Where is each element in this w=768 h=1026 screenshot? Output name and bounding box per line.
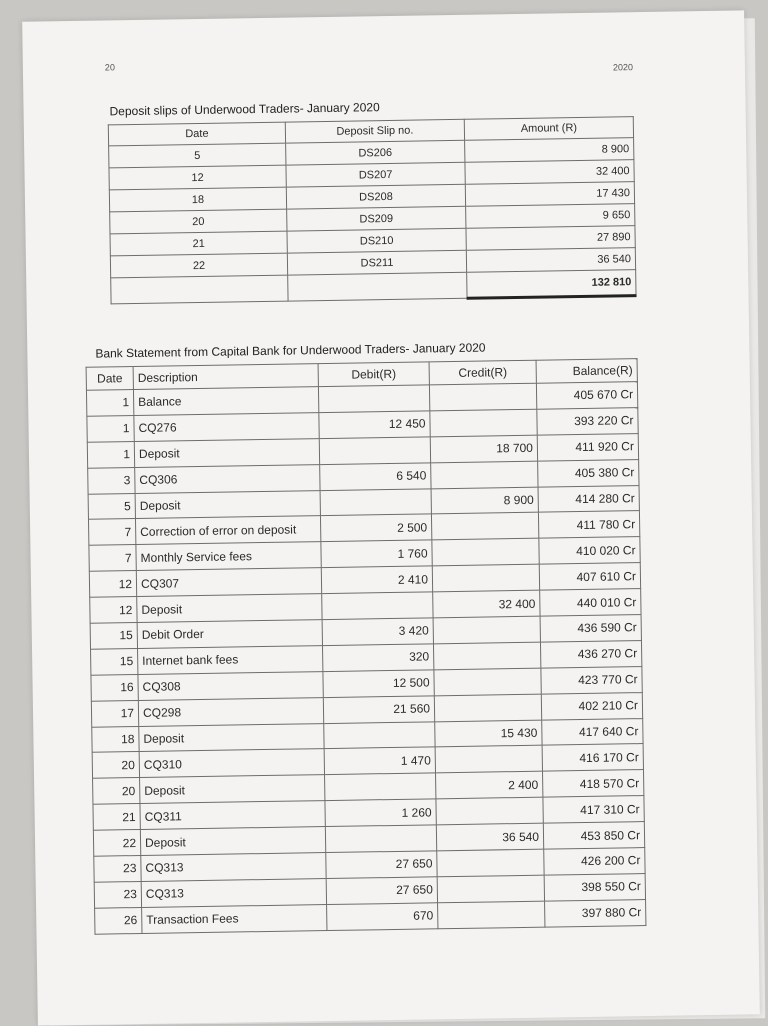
- table-cell: 8 900: [431, 487, 538, 515]
- table-cell: 2 500: [320, 514, 431, 542]
- table-cell: CQ313: [141, 878, 326, 907]
- table-cell: 417 310 Cr: [543, 796, 644, 823]
- table-cell: [433, 642, 540, 670]
- table-cell: Internet bank fees: [138, 645, 323, 674]
- table-cell: 398 550 Cr: [544, 873, 645, 900]
- table-cell: 7: [88, 519, 135, 546]
- table-cell: 411 780 Cr: [538, 511, 639, 538]
- table-cell: DS211: [287, 250, 466, 275]
- table-cell: 3: [88, 467, 135, 494]
- table-cell: CQ310: [139, 749, 324, 778]
- document-page: [22, 10, 760, 1025]
- table-cell: 18: [92, 726, 139, 753]
- table-cell: 423 770 Cr: [541, 666, 642, 693]
- table-cell: 32 400: [465, 160, 634, 185]
- table-cell: 5: [109, 143, 286, 168]
- table-cell: 27 650: [326, 851, 437, 879]
- table-cell: 3 420: [322, 618, 433, 646]
- table-cell: 17 430: [465, 182, 634, 207]
- table-cell: 405 670 Cr: [536, 382, 637, 409]
- bank-statement-title: Bank Statement from Capital Bank for Underwood Traders- January 2020: [95, 340, 486, 361]
- table-cell: CQ313: [141, 853, 326, 882]
- table-cell: 418 570 Cr: [543, 770, 644, 797]
- table-cell: Deposit: [135, 490, 320, 519]
- deposit-slips-body: [109, 138, 636, 304]
- table-cell: 1 260: [325, 799, 436, 827]
- table-cell: [432, 539, 539, 567]
- table-cell: [322, 592, 433, 620]
- table-cell: CQ307: [136, 568, 321, 597]
- table-cell: Debit Order: [137, 620, 322, 649]
- table-cell: CQ298: [138, 697, 323, 726]
- table-cell: 23: [94, 881, 141, 908]
- table-cell: CQ308: [138, 671, 323, 700]
- table-cell: Deposit: [134, 438, 319, 467]
- table-cell: 397 880 Cr: [545, 899, 646, 926]
- table-cell: 18: [109, 187, 286, 212]
- column-header: Credit(R): [429, 360, 536, 385]
- table-cell: 20: [110, 209, 287, 234]
- table-cell: DS210: [287, 228, 466, 253]
- table-cell: 16: [91, 674, 138, 701]
- table-cell: 12 500: [323, 670, 434, 698]
- table-cell: 402 210 Cr: [541, 692, 642, 719]
- table-cell: 426 200 Cr: [544, 848, 645, 875]
- table-cell: 17: [91, 700, 138, 727]
- table-cell: Deposit: [137, 594, 322, 623]
- table-cell: 6 540: [320, 463, 431, 491]
- table-cell: 12: [109, 165, 286, 190]
- table-cell: 9 650: [466, 204, 635, 229]
- table-cell: 27 890: [466, 226, 635, 251]
- table-cell: [438, 901, 545, 929]
- table-cell: [288, 272, 467, 301]
- table-cell: [434, 694, 541, 722]
- table-cell: 436 590 Cr: [540, 615, 641, 642]
- table-cell: 12: [89, 571, 136, 598]
- table-cell: Deposit: [140, 827, 325, 856]
- table-cell: [434, 668, 541, 696]
- page-year: 2020: [612, 62, 634, 73]
- table-cell: 417 640 Cr: [542, 718, 643, 745]
- table-cell: [437, 875, 544, 903]
- table-cell: 453 850 Cr: [543, 822, 644, 849]
- table-cell: 18 700: [430, 435, 537, 463]
- table-cell: [437, 849, 544, 877]
- table-cell: 12 450: [319, 411, 430, 439]
- table-cell: Deposit: [140, 775, 325, 804]
- table-cell: 1: [87, 441, 134, 468]
- page-number: 20: [104, 62, 115, 73]
- table-cell: CQ311: [140, 801, 325, 830]
- column-header: Description: [133, 364, 318, 390]
- table-cell: 21: [93, 804, 140, 831]
- table-cell: 15: [90, 623, 137, 650]
- table-cell: DS208: [286, 184, 465, 209]
- table-cell: 670: [327, 903, 438, 931]
- table-cell: 410 020 Cr: [539, 537, 640, 564]
- table-cell: 20: [92, 752, 139, 779]
- table-cell: [435, 746, 542, 774]
- table-cell: 22: [93, 830, 140, 857]
- table-cell: [431, 513, 538, 541]
- table-cell: 36 540: [466, 248, 635, 273]
- table-cell: Balance: [133, 387, 318, 416]
- table-cell: CQ306: [135, 464, 320, 493]
- table-cell: [319, 437, 430, 465]
- column-header: Date: [86, 367, 133, 391]
- table-cell: Monthly Service fees: [136, 542, 321, 571]
- table-cell: 22: [110, 253, 287, 278]
- table-cell: 36 540: [436, 823, 543, 851]
- table-cell: [433, 616, 540, 644]
- table-cell: [320, 488, 431, 516]
- table-cell: 26: [95, 907, 142, 934]
- deposit-total: 132 810: [467, 270, 636, 299]
- deposit-slips-title: Deposit slips of Underwood Traders- January 2020: [109, 100, 380, 119]
- table-cell: DS206: [286, 140, 465, 165]
- table-cell: 12: [90, 597, 137, 624]
- column-header: Debit(R): [318, 362, 429, 387]
- table-cell: 436 270 Cr: [540, 640, 641, 667]
- table-cell: DS209: [287, 206, 466, 231]
- table-cell: 21: [110, 231, 287, 256]
- table-cell: [325, 825, 436, 853]
- table-cell: 7: [89, 545, 136, 572]
- table-cell: 20: [93, 778, 140, 805]
- table-cell: 1: [86, 390, 133, 417]
- bank-statement-body: [86, 382, 645, 934]
- table-cell: [431, 461, 538, 489]
- table-cell: 2 400: [436, 772, 543, 800]
- table-cell: [111, 275, 288, 304]
- table-cell: 440 010 Cr: [540, 589, 641, 616]
- table-cell: 15 430: [435, 720, 542, 748]
- column-header: Date: [108, 122, 285, 146]
- table-cell: [430, 409, 537, 437]
- table-cell: [324, 721, 435, 749]
- table-cell: [325, 773, 436, 801]
- bank-statement-table: [86, 358, 647, 934]
- column-header: Balance(R): [536, 359, 637, 384]
- table-cell: 32 400: [433, 590, 540, 618]
- table-cell: 27 650: [326, 877, 437, 905]
- table-cell: 1 760: [321, 540, 432, 568]
- table-cell: 407 610 Cr: [539, 563, 640, 590]
- table-cell: [436, 797, 543, 825]
- table-cell: [318, 385, 429, 413]
- table-cell: [432, 564, 539, 592]
- table-cell: 414 280 Cr: [538, 485, 639, 512]
- table-cell: [429, 383, 536, 411]
- deposit-slips-table: [108, 116, 637, 305]
- table-cell: 5: [88, 493, 135, 520]
- column-header: Deposit Slip no.: [285, 119, 464, 143]
- table-cell: 15: [91, 648, 138, 675]
- table-cell: Deposit: [139, 723, 324, 752]
- table-cell: 411 920 Cr: [537, 433, 638, 460]
- table-cell: 1 470: [324, 747, 435, 775]
- table-cell: 393 220 Cr: [537, 408, 638, 435]
- table-cell: 8 900: [465, 138, 634, 163]
- table-cell: DS207: [286, 162, 465, 187]
- table-cell: Transaction Fees: [142, 904, 327, 933]
- table-cell: 405 380 Cr: [538, 459, 639, 486]
- table-cell: 2 410: [321, 566, 432, 594]
- table-cell: 320: [322, 644, 433, 672]
- table-cell: Correction of error on deposit: [135, 516, 320, 545]
- table-cell: 21 560: [323, 696, 434, 724]
- table-cell: 23: [94, 856, 141, 883]
- table-cell: 416 170 Cr: [542, 744, 643, 771]
- table-cell: CQ276: [134, 413, 319, 442]
- column-header: Amount (R): [464, 117, 633, 141]
- table-cell: 1: [87, 415, 134, 442]
